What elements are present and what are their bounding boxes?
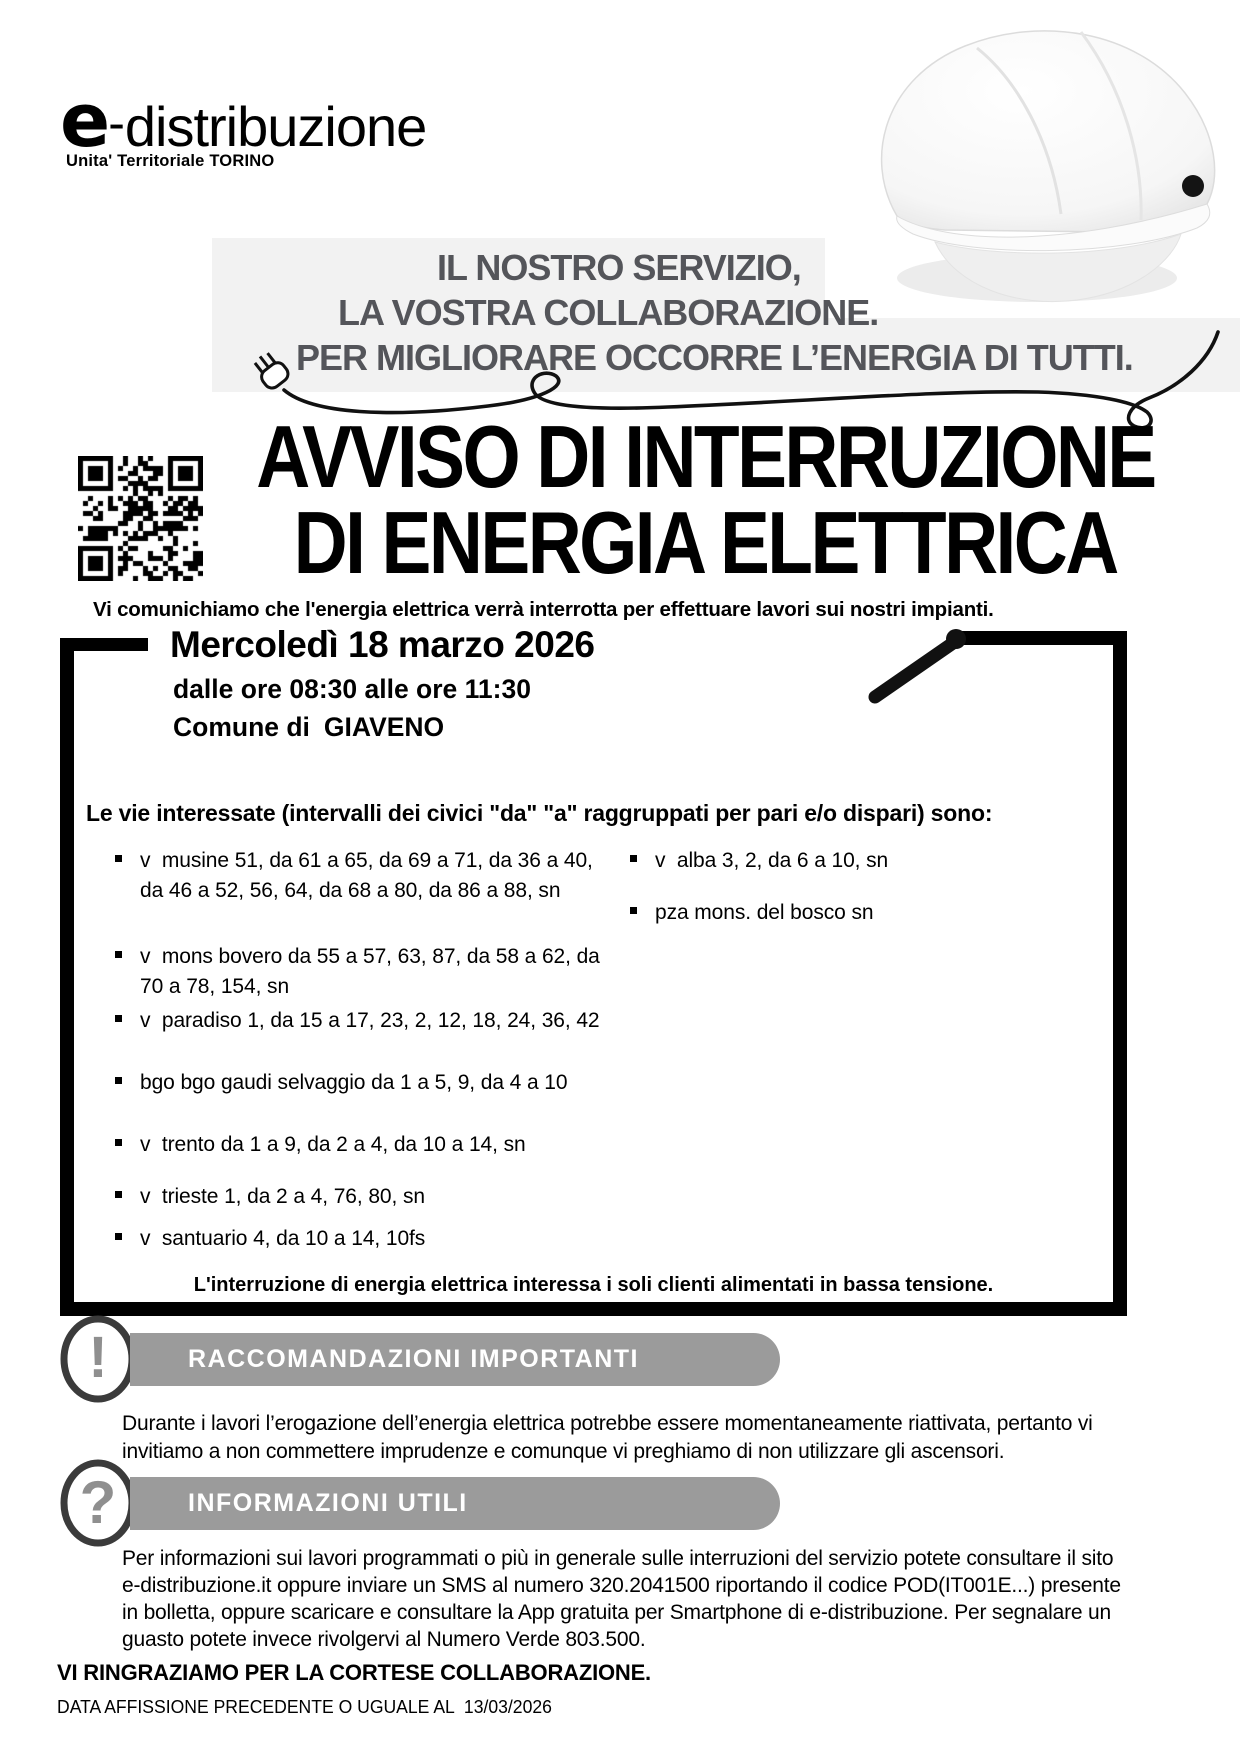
outage-date: Mercoledì 18 marzo 2026 bbox=[170, 624, 595, 665]
street-item bbox=[113, 1130, 618, 1160]
street-item bbox=[113, 1006, 618, 1036]
slogan-line-2: LA VOSTRA COLLABORAZIONE. bbox=[338, 292, 879, 333]
section-banner-informazioni: INFORMAZIONI UTILI bbox=[130, 1477, 780, 1530]
box-border-bottom bbox=[60, 1302, 1127, 1316]
bullet-square-icon bbox=[115, 1233, 122, 1240]
svg-text:!: ! bbox=[88, 1325, 108, 1390]
bullet-square-icon bbox=[115, 951, 122, 958]
bullet-square-icon bbox=[630, 907, 637, 914]
closing-thanks: VI RINGRAZIAMO PER LA CORTESE COLLABORAZIONE. bbox=[57, 1660, 651, 1685]
streets-heading: Le vie interessate (intervalli dei civici "da" "a" raggruppati per pari e/o dispari) sono: bbox=[86, 800, 993, 826]
street-text: v musine 51, da 61 a 65, da 69 a 71, da 36 a 40, da 46 a 52, 56, 64, da 68 a 80, da 86 a 88, sn bbox=[140, 849, 599, 902]
comune-name: GIAVENO bbox=[323, 712, 445, 742]
slogan-line-1: IL NOSTRO SERVIZIO, bbox=[437, 247, 801, 288]
notice-title bbox=[170, 407, 1240, 592]
bullet-square-icon bbox=[115, 1139, 122, 1146]
svg-text:?: ? bbox=[79, 1469, 117, 1536]
plug-icon bbox=[250, 348, 291, 391]
street-item bbox=[628, 846, 1125, 876]
street-text: v alba 3, 2, da 6 a 10, sn bbox=[655, 849, 889, 872]
street-item bbox=[113, 1182, 618, 1212]
raccomandazioni-body: Durante i lavori l’erogazione dell’energia elettrica potrebbe essere momentaneamente riattivata, pertanto vi invitiamo a non commettere imprudenze e comunque vi preghiamo di non utilizzare gli ascensori. bbox=[122, 1412, 1093, 1463]
street-text: v santuario 4, da 10 a 14, 10fs bbox=[140, 1227, 426, 1250]
street-item bbox=[113, 1068, 618, 1098]
logo-e-glyph: e bbox=[60, 78, 109, 164]
helmet-side-button bbox=[1182, 175, 1204, 197]
street-text: v trento da 1 a 9, da 2 a 4, da 10 a 14, sn bbox=[140, 1133, 526, 1156]
box-border-right bbox=[1113, 631, 1127, 1316]
street-text: pza mons. del bosco sn bbox=[655, 901, 874, 924]
posting-date-footer: DATA AFFISSIONE PRECEDENTE O UGUALE AL 13/03/2026 bbox=[57, 1696, 552, 1717]
box-border-top-left bbox=[60, 638, 148, 651]
outage-time: dalle ore 08:30 alle ore 11:30 bbox=[173, 674, 531, 704]
section-banner-raccomandazioni: RACCOMANDAZIONI IMPORTANTI bbox=[130, 1333, 780, 1386]
street-item bbox=[113, 1224, 618, 1254]
comune-label: Comune di bbox=[173, 712, 310, 742]
street-text: v trieste 1, da 2 a 4, 76, 80, sn bbox=[140, 1185, 425, 1208]
notice-title-line-2: DI ENERGIA ELETTRICA bbox=[293, 493, 1117, 592]
outage-comune bbox=[173, 712, 444, 743]
bullet-square-icon bbox=[115, 1015, 122, 1022]
territorial-unit-label: Unita' Territoriale TORINO bbox=[66, 152, 275, 170]
logo-dash: - bbox=[108, 95, 125, 151]
bullet-square-icon bbox=[630, 855, 637, 862]
bullet-square-icon bbox=[115, 1191, 122, 1198]
street-item bbox=[628, 898, 1125, 928]
street-text: v mons bovero da 55 a 57, 63, 87, da 58 a 62, da 70 a 78, 154, sn bbox=[140, 945, 606, 998]
low-voltage-footnote: L'interruzione di energia elettrica interessa i soli clienti alimentati in bassa tensione. bbox=[193, 1274, 994, 1296]
street-text: v paradiso 1, da 15 a 17, 23, 2, 12, 18, 24, 36, 42 bbox=[140, 1009, 600, 1032]
notice-title-line-1: AVVISO DI INTERRUZIONE bbox=[255, 407, 1155, 506]
informazioni-body: Per informazioni sui lavori programmati o più in generale sulle interruzioni del servizio potete consultare il sito e-distribuzione.it oppure inviare un SMS al numero 320.2041500 riportando il codice POD(IT001E...) presente in bolletta, oppure scaricare e consultare la App gratuita per Smartphone di e-distribuzione. Per segnalare un guasto potete invece rivolgervi al Numero Verde 803.500. bbox=[122, 1547, 1121, 1651]
question-icon bbox=[58, 1459, 138, 1547]
bullet-square-icon bbox=[115, 855, 122, 862]
street-item bbox=[113, 846, 618, 905]
box-border-left bbox=[60, 638, 74, 1316]
logo-wordmark: distribuzione bbox=[124, 95, 427, 158]
street-item bbox=[113, 942, 618, 1001]
bullet-square-icon bbox=[115, 1077, 122, 1084]
marker-pen-icon bbox=[850, 615, 985, 715]
street-text: bgo bgo gaudi selvaggio da 1 a 5, 9, da 4 a 10 bbox=[140, 1071, 568, 1094]
intro-sentence: Vi comunichiamo che l'energia elettrica verrà interrotta per effettuare lavori sui nostri impianti. bbox=[93, 598, 994, 621]
slogan-line-3: PER MIGLIORARE OCCORRE L’ENERGIA DI TUTTI. bbox=[296, 337, 1133, 378]
hard-hat-image bbox=[825, 8, 1240, 318]
exclamation-icon bbox=[58, 1315, 138, 1403]
